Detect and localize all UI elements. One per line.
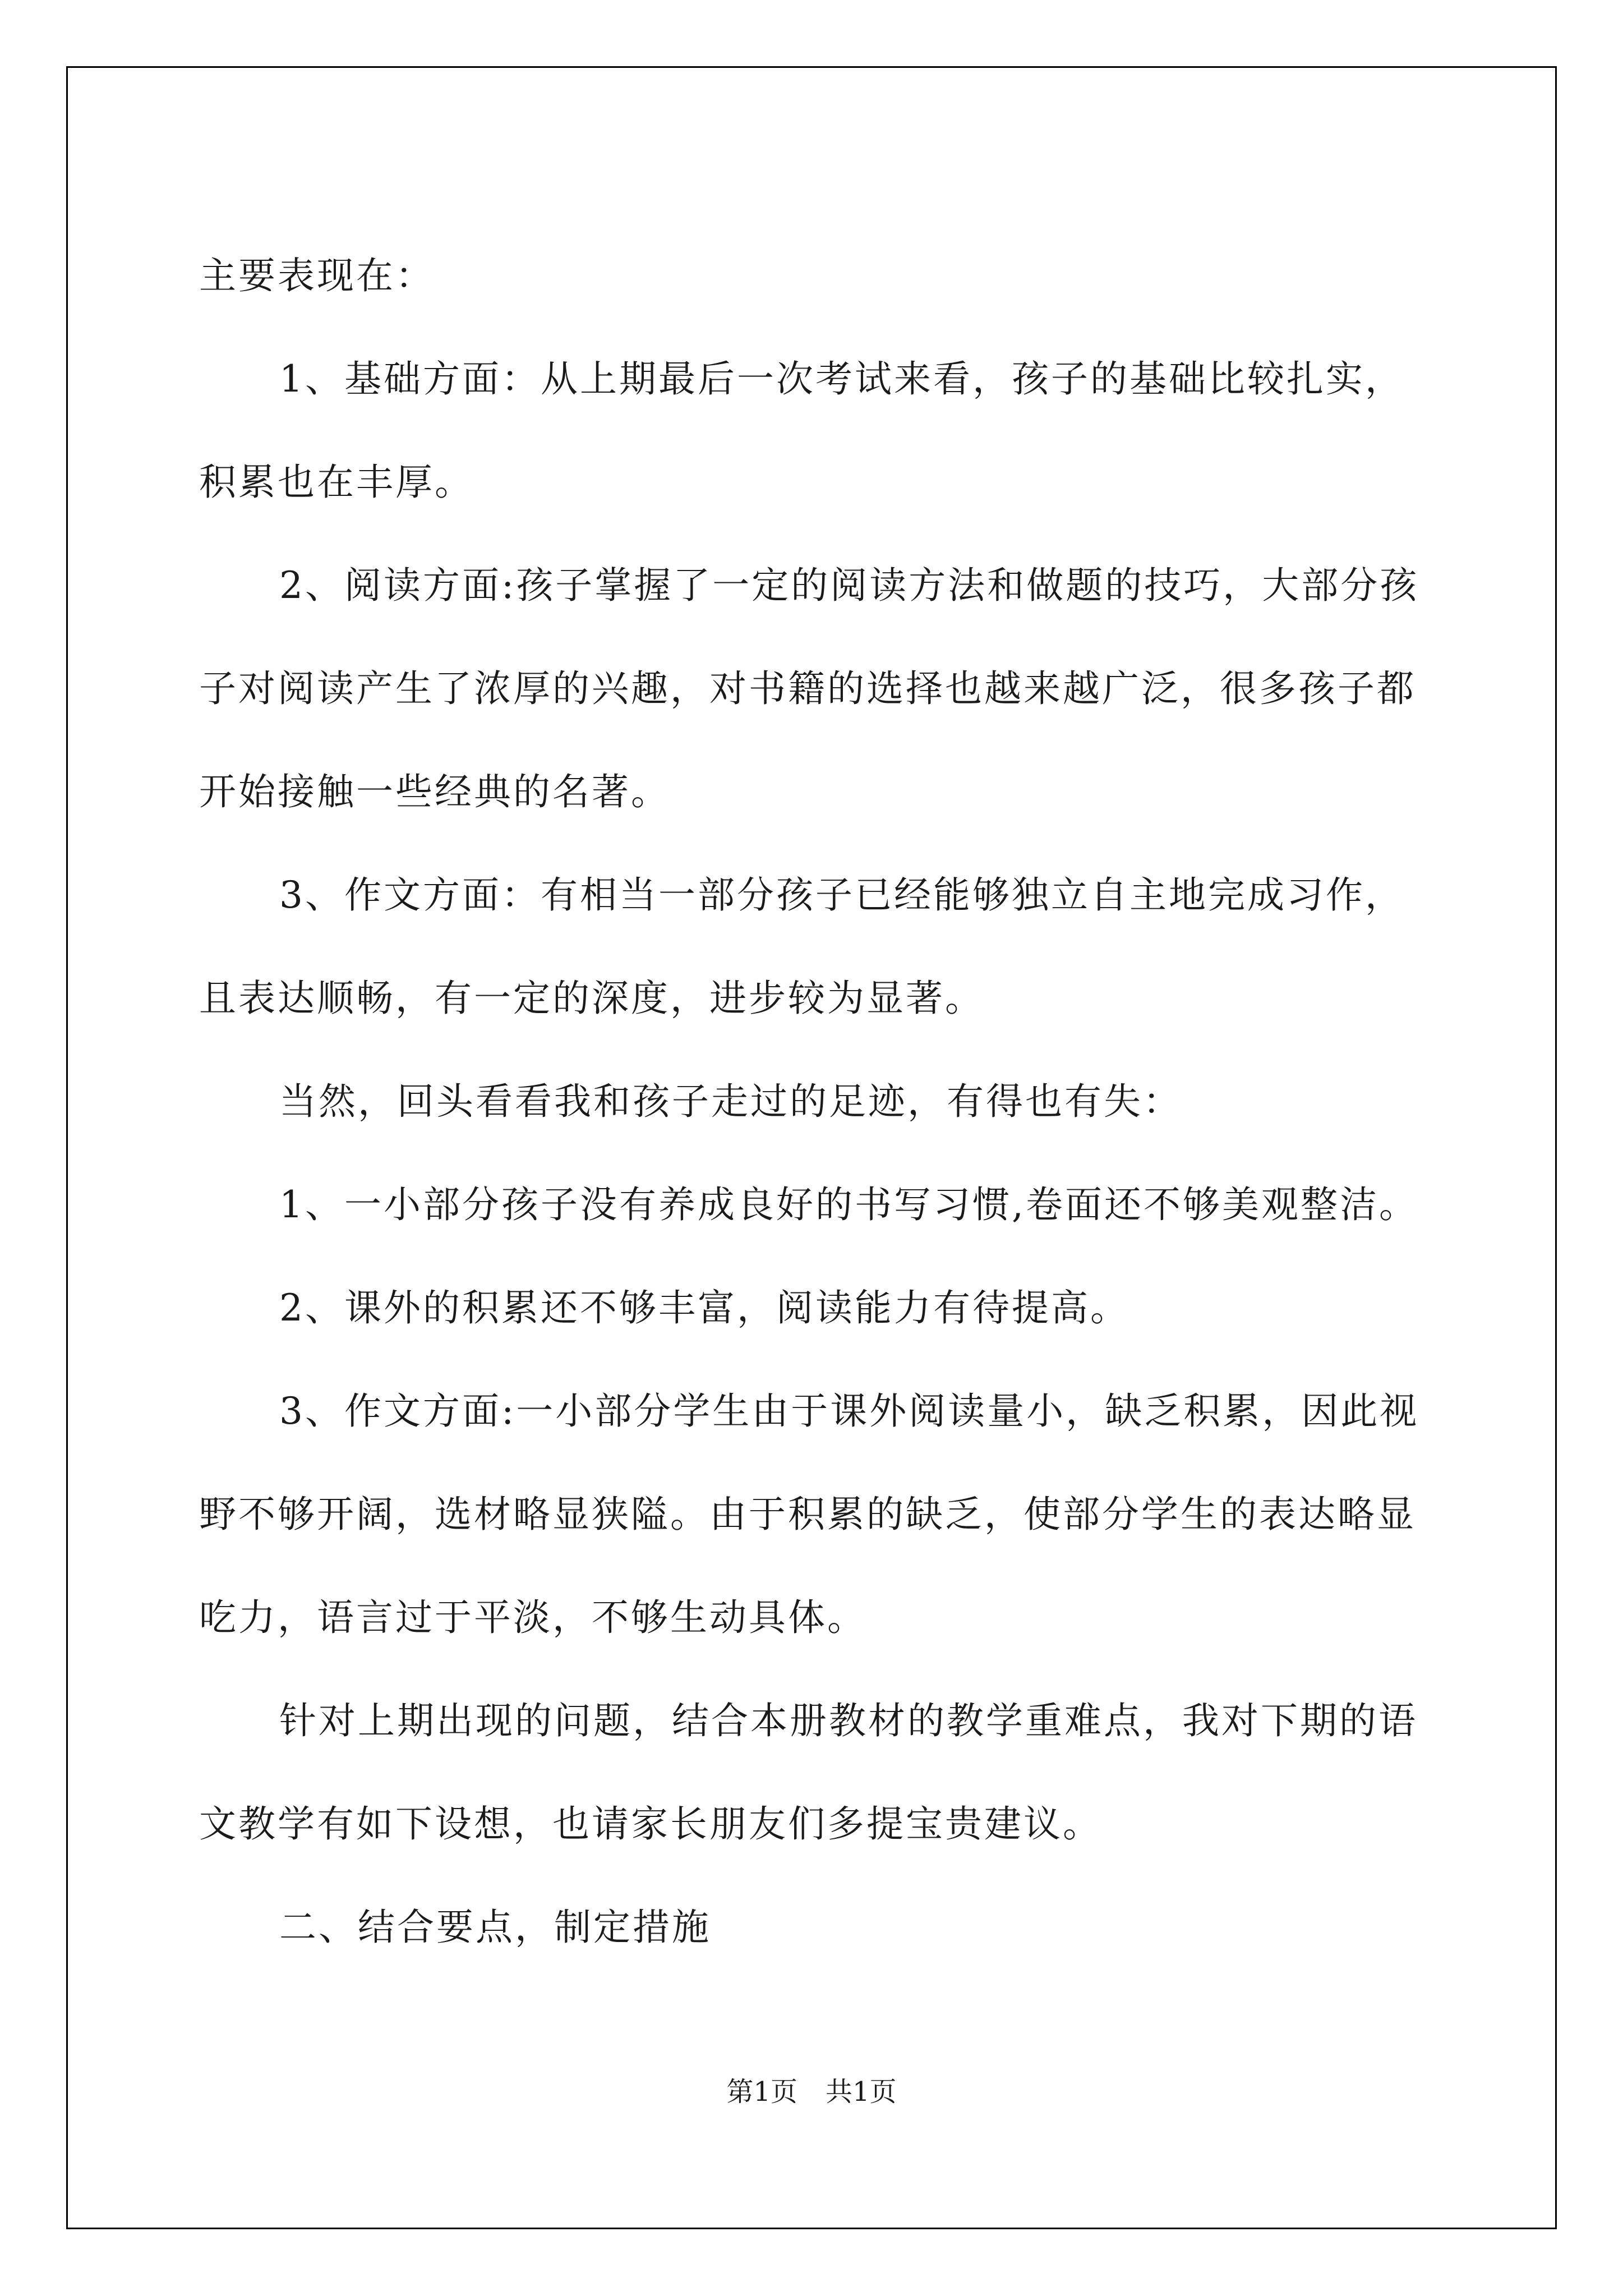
page-number-label: 第1页 <box>726 2076 797 2108</box>
paragraph-9: 二、结合要点，制定措施 <box>279 1906 711 1949</box>
paragraph-8: 针对上期出现的问题，结合本册教材的教学重难点，我对下期的语文教学有如下设想，也请家长朋友们多提宝贵建议。 <box>199 1699 1418 1846</box>
paragraph-0: 主要表现在： <box>199 254 435 297</box>
page-footer <box>0 2070 1623 2109</box>
document-body <box>199 224 1438 1979</box>
page-total-label: 共1页 <box>826 2076 897 2108</box>
paragraph-2: 2、阅读方面:孩子掌握了一定的阅读方法和做题的技巧，大部分孩子对阅读产生了浓厚的兴趣，对书籍的选择也越来越广泛，很多孩子都开始接触一些经典的名著。 <box>199 564 1419 813</box>
paragraph-3: 3、作文方面：有相当一部分孩子已经能够独立自主地完成习作，且表达顺畅，有一定的深度，进步较为显著。 <box>199 873 1404 1020</box>
paragraph-1: 1、基础方面：从上期最后一次考试来看，孩子的基础比较扎实，积累也在丰厚。 <box>199 357 1404 504</box>
paragraph-4: 当然，回头看看我和孩子走过的足迹，有得也有失： <box>279 1080 1182 1123</box>
paragraph-5: 1、一小部分孩子没有养成良好的书写习惯,卷面还不够美观整洁。 <box>279 1183 1418 1226</box>
paragraph-6: 2、课外的积累还不够丰富，阅读能力有待提高。 <box>279 1286 1129 1329</box>
paragraph-7: 3、作文方面:一小部分学生由于课外阅读量小，缺乏积累，因此视野不够开阔，选材略显狭隘。由于积累的缺乏，使部分学生的表达略显吃力，语言过于平淡，不够生动具体。 <box>199 1389 1419 1639</box>
